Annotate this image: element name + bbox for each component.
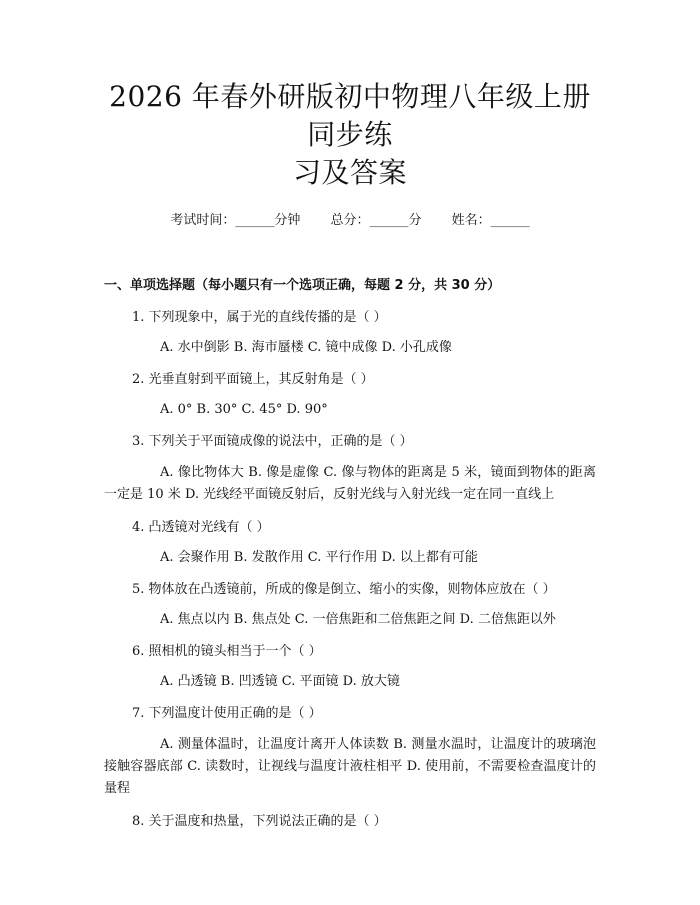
question-stem: 5. 物体放在凸透镜前，所成的像是倒立、缩小的实像，则物体应放在（ ） bbox=[132, 582, 556, 597]
question-options: A. 焦点以内 B. 焦点处 C. 一倍焦距和二倍焦距之间 D. 二倍焦距以外 bbox=[160, 612, 556, 627]
question-stem: 3. 下列关于平面镜成像的说法中，正确的是（ ） bbox=[132, 434, 413, 449]
exam-time-field: 考试时间：______分钟 bbox=[170, 213, 301, 228]
question-stem: 2. 光垂直射到平面镜上，其反射角是（ ） bbox=[132, 372, 374, 387]
section-heading: 一、单项选择题（每小题只有一个选项正确，每题 2 分，共 30 分） bbox=[104, 278, 501, 293]
question-4 bbox=[104, 518, 596, 568]
question-1 bbox=[104, 308, 596, 358]
question-options: A. 0° B. 30° C. 45° D. 90° bbox=[160, 402, 328, 417]
title-line-2: 习及答案 bbox=[292, 156, 407, 189]
total-score-field: 总分：______分 bbox=[330, 213, 422, 228]
question-options: A. 测量体温时，让温度计离开人体读数 B. 测量水温时，让温度计的玻璃泡接触容器底部 C. 读数时，让视线与温度计液柱相平 D. 使用前，不需要检查温度计的量程 bbox=[104, 737, 596, 796]
question-options: A. 会聚作用 B. 发散作用 C. 平行作用 D. 以上都有可能 bbox=[160, 550, 478, 565]
question-8 bbox=[104, 812, 596, 832]
name-field: 姓名：______ bbox=[451, 213, 530, 228]
question-stem: 1. 下列现象中，属于光的直线传播的是（ ） bbox=[132, 310, 387, 325]
question-7 bbox=[104, 704, 596, 800]
question-5 bbox=[104, 580, 596, 630]
document-title bbox=[104, 78, 596, 192]
question-stem: 6. 照相机的镜头相当于一个（ ） bbox=[132, 644, 322, 659]
question-options: A. 水中倒影 B. 海市蜃楼 C. 镜中成像 D. 小孔成像 bbox=[160, 340, 452, 355]
question-options: A. 像比物体大 B. 像是虚像 C. 像与物体的距离是 5 米，镜面到物体的距离一定是 10 米 D. 光线经平面镜反射后，反射光线与入射光线一定在同一直线上 bbox=[104, 465, 596, 502]
exam-info bbox=[104, 212, 596, 230]
question-options: A. 凸透镜 B. 凹透镜 C. 平面镜 D. 放大镜 bbox=[160, 674, 400, 689]
question-stem: 8. 关于温度和热量，下列说法正确的是（ ） bbox=[132, 814, 387, 829]
question-6 bbox=[104, 642, 596, 692]
question-stem: 7. 下列温度计使用正确的是（ ） bbox=[132, 706, 322, 721]
title-line-1: 2026 年春外研版初中物理八年级上册同步练 bbox=[109, 80, 591, 151]
question-2 bbox=[104, 370, 596, 420]
question-3 bbox=[104, 432, 596, 506]
question-stem: 4. 凸透镜对光线有（ ） bbox=[132, 520, 270, 535]
